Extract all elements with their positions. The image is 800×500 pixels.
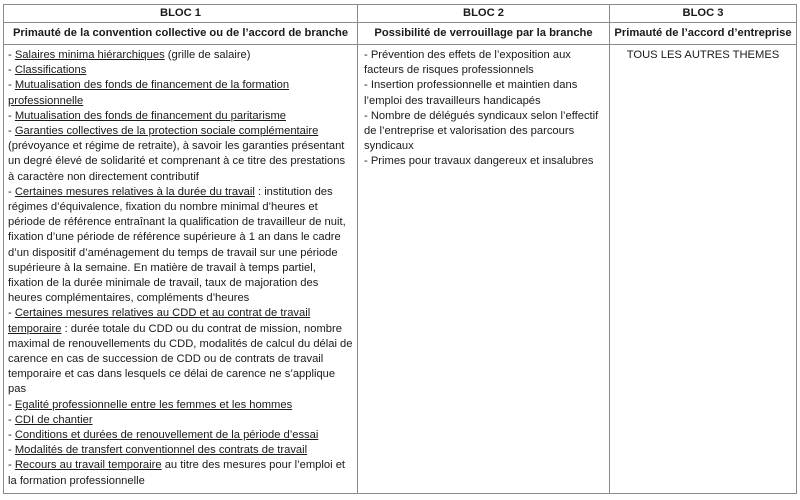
bloc1-item [8, 428, 353, 443]
bloc3-content [610, 45, 797, 494]
bloc1-item [8, 63, 353, 78]
bloc1-item [8, 413, 353, 428]
bloc1-item [8, 185, 353, 307]
bloc1-list [4, 45, 357, 489]
bloc1-item-prefix: - [8, 185, 15, 198]
bloc1-item-prefix: - [8, 413, 15, 426]
bloc1-item [8, 109, 353, 124]
bloc1-item-prefix: - [8, 79, 15, 92]
bloc2-list [358, 45, 609, 170]
bloc1-item-topic: Mutualisation des fonds de financement du paritarisme [14, 109, 286, 122]
bloc1-item [8, 48, 353, 63]
bloc1-item-topic: Modalités de transfert conventionnel des contrats de travail [14, 444, 308, 457]
bloc2-item: - Prévention des effets de l’exposition aux facteurs de risques professionnels [364, 49, 571, 77]
bloc1-item-detail: au titre des mesures pour l’emploi et la formation professionnelle [8, 459, 346, 487]
bloc3-header: BLOC 3 [610, 5, 797, 23]
subheader-row [4, 23, 797, 45]
bloc1-item [8, 443, 353, 458]
bloc2-header: BLOC 2 [358, 5, 610, 23]
bloc1-item [8, 306, 353, 397]
bloc1-item-topic: Mutualisation des fonds de financement de la formation professionnelle [8, 79, 290, 107]
bloc2-item: - Nombre de délégués syndicaux selon l’effectif de l’entreprise et valorisation des parcours syndicaux [364, 109, 599, 153]
bloc1-item-prefix: - [8, 64, 15, 77]
bloc2-item: - Insertion professionnelle et maintien dans l’emploi des travailleurs handicapés [364, 79, 578, 107]
bloc3-text: TOUS LES AUTRES THEMES [626, 49, 780, 61]
bloc1-item-detail: : durée totale du CDD ou du contrat de mission, nombre maximal de renouvellements du CDD, modalités de calcul du délai de carence en cas de succession de CDD ou de contrats de travail temporaire et cas dans lesquels ce délai de carence ne s’applique pas [8, 322, 353, 396]
bloc1-item-topic: Salaires minima hiérarchiques [14, 49, 165, 61]
bloc1-subheader: Primauté de la convention collective ou de l’accord de branche [4, 23, 358, 45]
bloc1-item-prefix: - [8, 398, 15, 411]
bloc2-subheader: Possibilité de verrouillage par la branche [358, 23, 610, 45]
bloc1-item [8, 398, 353, 413]
bloc1-item-prefix: - [8, 109, 15, 122]
header-row [4, 5, 797, 23]
bloc1-item-topic: Conditions et durées de renouvellement de la période d’essai [14, 429, 319, 442]
bloc1-item-prefix: - [8, 49, 15, 61]
bloc3-subheader: Primauté de l’accord d’entreprise [610, 23, 797, 45]
bloc1-item-topic: Egalité professionnelle entre les femmes et les hommes [14, 398, 293, 411]
bloc1-item-topic: Certaines mesures relatives au CDD et au contrat de travail temporaire [8, 307, 311, 335]
bloc1-item [8, 78, 353, 108]
bloc1-item-detail: (prévoyance et régime de retraite), à savoir les garanties présentant un degré élevé de solidarité et comprenant à ce titre des prestations à caractère non directement contributif [8, 140, 346, 183]
bloc1-item-topic: CDI de chantier [14, 413, 93, 426]
bloc1-item-topic: Classifications [14, 64, 87, 77]
bloc1-item-topic: Certaines mesures relatives à la durée du travail [14, 185, 255, 198]
bloc1-item-prefix: - [8, 459, 15, 472]
bloc1-item-prefix: - [8, 125, 15, 138]
bloc1-item-prefix: - [8, 444, 15, 457]
bloc2-content [358, 45, 610, 494]
bloc1-header: BLOC 1 [4, 5, 358, 23]
content-row [4, 45, 797, 494]
bloc1-item-detail: (grille de salaire) [164, 49, 251, 61]
blocs-table [3, 4, 797, 494]
bloc1-item-topic: Garanties collectives de la protection sociale complémentaire [14, 125, 319, 138]
bloc2-item: - Primes pour travaux dangereux et insalubres [364, 155, 594, 168]
bloc1-item-prefix: - [8, 429, 15, 442]
bloc1-item-topic: Recours au travail temporaire [14, 459, 162, 472]
bloc1-content [4, 45, 358, 494]
bloc1-item [8, 124, 353, 185]
bloc1-item-detail: : institution des régimes d’équivalence, fixation du nombre minimal d’heures et période de référence entraînant la qualification de travailleur de nuit, fixation d’une période de référence supérieure à 1 an dans le cadre d’un dispositif d’aménagement du temps de travail sur une période supérieure à la semaine. En matière de travail à temps partiel, fixation de la durée minimale de travail, taux de majoration des heures complémentaires, compléments d’heures [8, 185, 346, 305]
bloc1-item-prefix: - [8, 307, 15, 320]
bloc1-item [8, 458, 353, 488]
